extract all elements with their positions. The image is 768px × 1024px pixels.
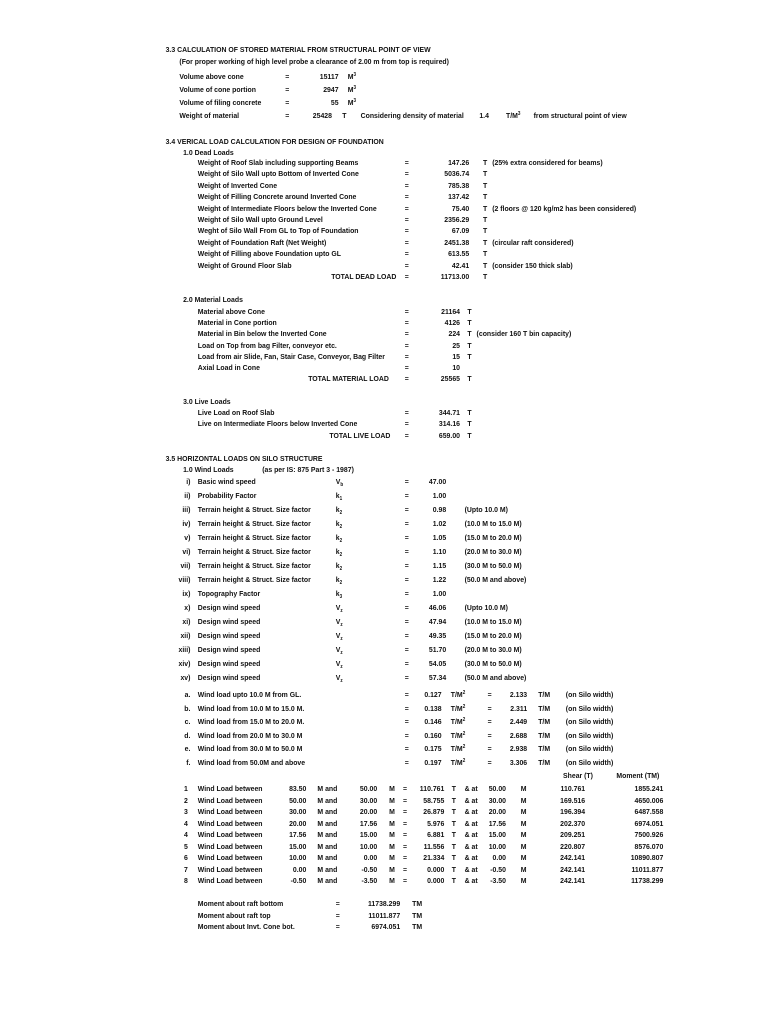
weight-of-material-row: Weight of material = 25428 T Considering density of material 1.4 $T/M^3$ from structural point of view	[179, 111, 627, 120]
load-row: Weight of Filling Concrete around Inverted Cone = 137.42 T	[197, 192, 488, 202]
moment-row: Moment about Invt. Cone bot. = 6974.051 TM	[197, 922, 423, 931]
wind-factor-row: xiii) Design wind speed $V_z$ = 51.70 (20.0 M to 30.0 M)	[178, 645, 522, 656]
load-row: Material in Cone portion = 4126 T	[197, 318, 472, 328]
section-3-3-heading: 3.3 CALCULATION OF STORED MATERIAL FROM STRUCTURAL POINT OF VIEW	[165, 45, 431, 54]
wind-factor-row: vi) Terrain height & Struct. Size factor $k_2$ = 1.10 (20.0 M to 30.0 M)	[182, 547, 522, 558]
load-row: Weight of Silo Wall upto Ground Level = 2356.29 T	[197, 215, 488, 224]
section-3-3-note: (For proper working of high level probe a clearance of 2.00 m from top is required)	[179, 57, 449, 66]
load-row: Live Load on Roof Slab = 344.71 T	[197, 408, 472, 417]
load-row: Weght of Silo Wall From GL to Top of Foundation = 67.09 T	[197, 226, 488, 236]
wind-pressure-row: c. Wind load from 15.0 M to 20.0 M. = 0.146 $T/M^2$ = 2.449 T/M (on Silo width)	[184, 717, 614, 726]
load-row: Weight of Silo Wall upto Bottom of Inverted Cone = 5036.74 T	[197, 169, 488, 179]
wind-load-between-row: 1 Wind Load between 83.50 M and 50.00 M = 110.761 T & at 50.00 M 110.761 1855.241	[184, 784, 664, 793]
shear-moment-header: Shear (T) Moment (TM)	[563, 771, 660, 780]
wind-factor-row: i) Basic wind speed $V_b$ = 47.00	[186, 477, 447, 488]
volume-row: Volume above cone = 15117 $M^3$	[179, 72, 357, 81]
load-row: Weight of Intermediate Floors below the Inverted Cone = 75.40 T (2 floors @ 120 kg/m2 has been considered)	[197, 203, 637, 213]
dead-loads-title: 1.0 Dead Loads	[183, 148, 234, 157]
load-row: Material above Cone = 21164 T	[197, 307, 472, 316]
wind-factor-row: viii) Terrain height & Struct. Size factor $k_2$ = 1.22 (50.0 M and above)	[178, 575, 527, 586]
wind-load-between-row: 4 Wind Load between 20.00 M and 17.56 M = 5.976 T & at 17.56 M 202.370 6974.051	[184, 818, 664, 828]
wind-load-between-row: 7 Wind Load between 0.00 M and -0.50 M = 0.000 T & at -0.50 M 242.141 11011.877	[184, 864, 664, 874]
volume-row: Volume of filing concrete = 55 $M^3$	[179, 98, 357, 107]
wind-load-between-row: 3 Wind Load between 30.00 M and 20.00 M = 26.879 T & at 20.00 M 196.394 6487.558	[184, 807, 664, 816]
wind-load-between-row: 5 Wind Load between 15.00 M and 10.00 M = 11.556 T & at 10.00 M 220.807 8576.070	[184, 841, 664, 851]
moment-row: Moment about raft top = 11011.877 TM	[197, 910, 423, 920]
load-row: Weight of Inverted Cone = 785.38 T	[197, 180, 488, 190]
wind-factor-row: iv) Terrain height & Struct. Size factor $k_2$ = 1.02 (10.0 M to 15.0 M)	[182, 519, 522, 530]
wind-load-between-row: 6 Wind Load between 10.00 M and 0.00 M = 21.334 T & at 0.00 M 242.141 10890.807	[184, 853, 664, 862]
wind-factor-row: xv) Design wind speed $V_z$ = 57.34 (50.0 M and above)	[180, 673, 527, 684]
total-dead-load-row: TOTAL DEAD LOAD = 11713.00 T	[331, 272, 488, 281]
wind-load-between-row: 2 Wind Load between 50.00 M and 30.00 M = 58.755 T & at 30.00 M 169.516 4650.006	[184, 795, 664, 805]
moment-row: Moment about raft bottom = 11738.299 TM	[197, 899, 423, 908]
load-row: Weight of Roof Slab including supporting Beams = 147.26 T (25% extra considered for beams)	[197, 158, 603, 167]
wind-loads-title: 1.0 Wind Loads (as per IS: 875 Part 3 - 1987)	[183, 465, 354, 474]
wind-pressure-row: b. Wind load from 10.0 M to 15.0 M. = 0.138 $T/M^2$ = 2.311 T/M (on Silo width)	[184, 703, 614, 713]
wind-factor-row: ii) Probability Factor $k_1$ = 1.00	[184, 491, 447, 502]
load-row: Load from air Slide, Fan, Stair Case, Conveyor, Bag Filter = 15 T	[197, 351, 472, 361]
load-row: Weight of Ground Floor Slab = 42.41 T (consider 150 thick slab)	[197, 260, 573, 270]
wind-factor-row: vii) Terrain height & Struct. Size factor $k_2$ = 1.15 (30.0 M to 50.0 M)	[180, 561, 522, 572]
wind-factor-row: xiv) Design wind speed $V_z$ = 54.05 (30.0 M to 50.0 M)	[178, 659, 522, 670]
load-row: Live on Intermediate Floors below Inverted Cone = 314.16 T	[197, 419, 472, 429]
wind-load-between-row: 8 Wind Load between -0.50 M and -3.50 M = 0.000 T & at -3.50 M 242.141 11738.299	[184, 876, 664, 885]
load-row: Weight of Filling above Foundation upto GL = 613.55 T	[197, 249, 488, 259]
wind-factor-row: xi) Design wind speed $V_z$ = 47.94 (10.0 M to 15.0 M)	[182, 617, 522, 628]
total-material-load-row: TOTAL MATERIAL LOAD = 25565 T	[308, 374, 472, 383]
section-3-5-heading: 3.5 HORIZONTAL LOADS ON SILO STRUCTURE	[165, 454, 323, 463]
wind-factor-row: ix) Topography Factor $k_3$ = 1.00	[182, 589, 447, 600]
wind-factor-row: v) Terrain height & Struct. Size factor $k_2$ = 1.05 (15.0 M to 20.0 M)	[184, 533, 522, 544]
wind-pressure-row: d. Wind load from 20.0 M to 30.0 M = 0.160 $T/M^2$ = 2.688 T/M (on Silo width)	[184, 730, 614, 740]
wind-load-between-row: 4 Wind Load between 17.56 M and 15.00 M = 6.881 T & at 15.00 M 209.251 7500.926	[184, 830, 664, 839]
live-loads-title: 3.0 Live Loads	[183, 397, 231, 406]
total-live-load-row: TOTAL LIVE LOAD = 659.00 T	[329, 431, 472, 440]
wind-factor-row: xii) Design wind speed $V_z$ = 49.35 (15.0 M to 20.0 M)	[180, 631, 522, 642]
wind-pressure-row: e. Wind load from 30.0 M to 50.0 M = 0.175 $T/M^2$ = 2.938 T/M (on Silo width)	[184, 744, 614, 753]
load-row: Load on Top from bag Filter, conveyor etc. = 25 T	[197, 340, 472, 350]
material-loads-title: 2.0 Material Loads	[183, 295, 243, 304]
volume-row: Volume of cone portion = 2947 $M^3$	[179, 85, 357, 94]
load-row: Weight of Foundation Raft (Net Weight) = 2451.38 T (circular raft considered)	[197, 237, 574, 247]
load-row: Axial Load in Cone = 10	[197, 363, 460, 372]
wind-factor-row: iii) Terrain height & Struct. Size factor $k_2$ = 0.98 (Upto 10.0 M)	[182, 505, 508, 516]
section-3-4-heading: 3.4 VERICAL LOAD CALCULATION FOR DESIGN OF FOUNDATION	[165, 137, 384, 146]
wind-pressure-row: a. Wind load upto 10.0 M from GL. = 0.127 $T/M^2$ = 2.133 T/M (on Silo width)	[184, 690, 614, 699]
wind-factor-row: x) Design wind speed $V_z$ = 46.06 (Upto 10.0 M)	[184, 603, 508, 614]
load-row: Material in Bin below the Inverted Cone = 224 T (consider 160 T bin capacity)	[197, 329, 572, 339]
wind-pressure-row: f. Wind load from 50.0M and above = 0.197 $T/M^2$ = 3.306 T/M (on Silo width)	[186, 757, 614, 767]
